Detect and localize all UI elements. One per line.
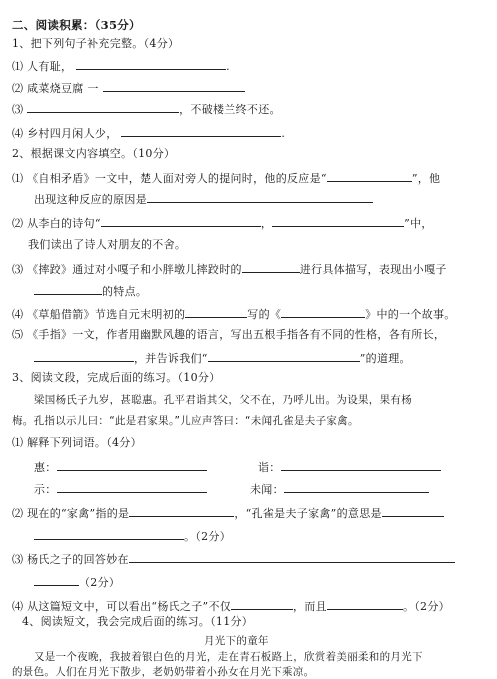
item-number: ⑴ [12,60,24,73]
story-paragraph-line-2: 的景色。人们在月光下散步，老奶奶带着小孙女在月光下乘凉。 [12,666,315,678]
text: ”中， [404,217,433,230]
story-paragraph-line-1: 又是一个夜晚，我披着银白色的月光，走在青石板路上，欣赏着美丽柔和的月光下 [34,651,423,663]
question-2-item-3-line-2 [34,283,147,299]
question-1-item-4 [12,125,285,141]
question-3-sub-4 [12,598,450,614]
text: 。（2分） [184,530,231,543]
item-number: ⑵ [12,82,24,95]
text: （2分） [79,576,121,589]
question-3-heading: 3、阅读文段，完成后面的练习。（10分） [12,371,221,384]
end-mark: . [281,127,286,140]
question-2-item-1-line-1 [12,170,440,186]
classical-passage-line-2: 梅。孔指以示儿曰：“此是君家果。”儿应声答曰：“未闻孔雀是夫子家禽。 [12,415,359,427]
answer-blank[interactable] [129,505,234,517]
answer-blank[interactable] [272,215,404,227]
answer-blank[interactable] [327,598,403,610]
text: 出现这种反应的原因是 [34,193,147,206]
text: ⑷ 从这篇短文中，可以看出“杨氏之子”不仅 [12,600,232,613]
answer-blank[interactable] [34,528,184,540]
word-definition-yi [258,459,441,475]
question-2-item-4 [12,306,456,322]
answer-blank[interactable] [281,459,441,471]
answer-blank[interactable] [121,125,281,137]
text: 进行具体描写，表现出小嘎子 [299,263,447,276]
text: 》中的一个故事。 [365,308,456,321]
answer-blank[interactable] [382,505,444,517]
answer-blank[interactable] [185,306,247,318]
classical-passage-line-1: 梁国杨氏子九岁，甚聪惠。孔平君诣其父，父不在，乃呼儿出。为设果，果有杨 [34,394,412,406]
section-title: 二、阅读积累：（35分） [12,18,141,32]
answer-blank[interactable] [281,306,365,318]
question-4-heading: 4、阅读短文，我会完成后面的练习。（11分） [22,615,254,628]
text: 写的《 [247,308,282,321]
answer-blank[interactable] [208,350,360,362]
word-label: 诣： [258,461,281,474]
text: 。（2分） [402,600,450,613]
text: ，“孔雀是夫子家禽”的意思是 [234,507,382,520]
question-2-item-5-line-2 [34,350,411,366]
question-1-item-3 [12,101,281,117]
text: ， [260,217,273,230]
end-mark: . [226,60,230,73]
text: 的特点。 [102,285,148,298]
answer-blank[interactable] [231,598,293,610]
word-label: 未闻： [250,483,284,496]
question-1-item-1 [12,58,230,74]
item-text: 人有耻， [27,60,73,73]
answer-blank[interactable] [242,261,300,273]
question-3-sub-2-line-2 [34,528,231,544]
story-title: 月光下的童年 [204,635,269,647]
word-definition-weiwen [250,481,429,497]
text: ⑵ 从李白的诗句“ [12,217,101,230]
item-text: 乡村四月闲人少， [27,127,118,140]
word-label: 惠： [34,461,57,474]
question-3-sub-2-line-1 [12,505,444,521]
question-2-item-5-line-1: ⑸ 《手指》一文，作者用幽默风趣的语言，写出五根手指各有不同的性格，各有所长， [12,328,446,341]
answer-blank[interactable] [284,481,429,493]
answer-blank[interactable] [27,101,179,113]
answer-blank[interactable] [327,170,412,182]
question-2-item-2-line-1 [12,215,433,231]
question-3-sub-3-line-1 [12,551,455,567]
question-3-sub-1: ⑴ 解释下列词语。（4分） [12,436,142,449]
item-number: ⑶ [12,103,24,116]
question-2-item-2-line-2: 我们读出了诗人对朋友的不舍。 [28,238,187,251]
answer-blank[interactable] [34,574,79,586]
text: ”，他 [411,172,441,185]
text: ”的道理。 [359,352,411,365]
text: ，并告诉我们“ [134,352,208,365]
answer-blank[interactable] [57,459,207,471]
text: ，而且 [293,600,327,613]
word-definition-hui [34,459,207,475]
answer-blank[interactable] [103,80,245,92]
answer-blank[interactable] [147,191,373,203]
text: ⑷ 《草船借箭》节选自元末明初的 [12,308,186,321]
item-text: 咸菜烧豆腐 一 [27,82,99,95]
answer-blank[interactable] [76,58,226,70]
answer-blank[interactable] [101,215,261,227]
question-2-item-3-line-1 [12,261,447,277]
text: ⑴ 《自相矛盾》一文中，楚人面对旁人的提问时，他的反应是“ [12,172,327,185]
answer-blank[interactable] [34,350,134,362]
text: ⑶ 《摔跤》通过对小嘎子和小胖墩儿摔跤时的 [12,263,242,276]
question-2-heading: 2、根据课文内容填空。（10分） [12,147,176,160]
answer-blank[interactable] [34,283,102,295]
word-label: 示： [34,483,57,496]
word-definition-shi [34,481,207,497]
answer-blank[interactable] [129,551,455,563]
item-number: ⑷ [12,127,24,140]
question-2-item-1-line-2 [34,191,373,207]
item-text: ，不破楼兰终不还。 [179,103,281,116]
text: ⑶ 杨氏之子的回答妙在 [12,553,129,566]
answer-blank[interactable] [57,481,207,493]
text: ⑵ 现在的“家禽”指的是 [12,507,130,520]
question-1-heading: 1、把下列句子补充完整。（4分） [12,37,180,50]
question-3-sub-3-line-2 [34,574,120,590]
question-1-item-2 [12,80,245,96]
